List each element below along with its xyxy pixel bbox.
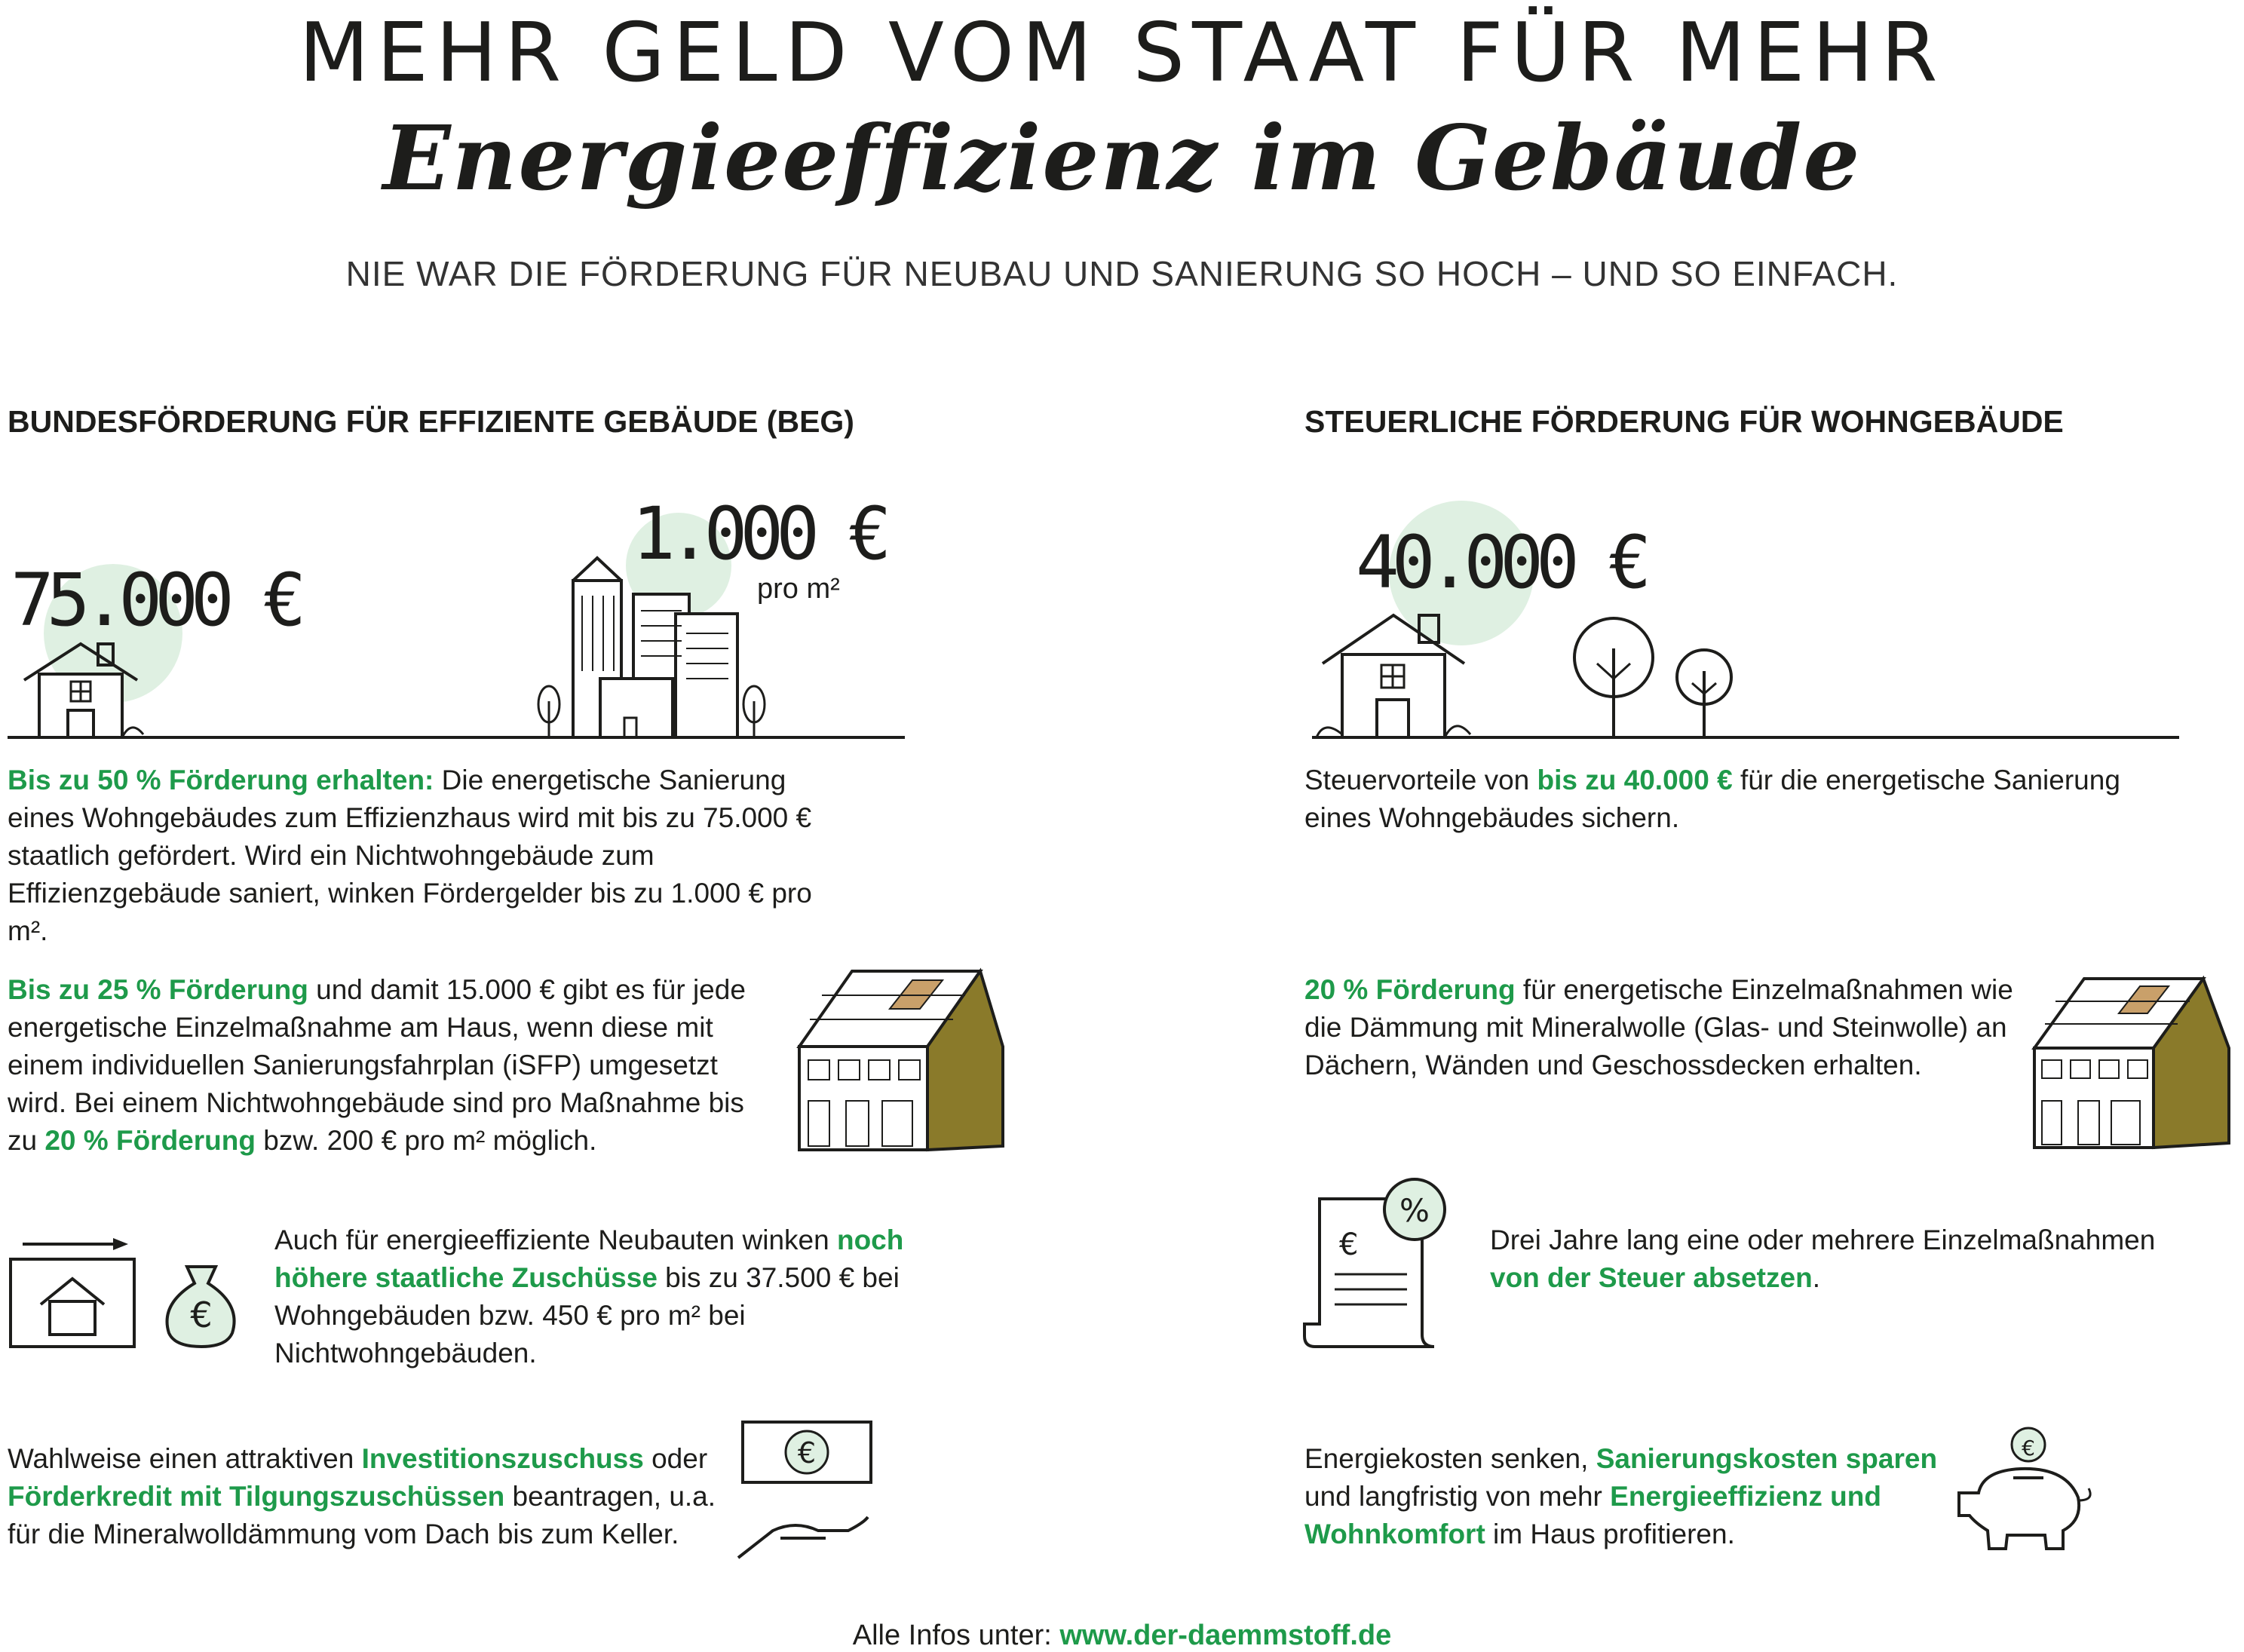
footer <box>0 1620 2244 1652</box>
house-icon <box>1312 611 1478 739</box>
right-heading: STEUERLICHE FÖRDERUNG FÜR WOHNGEBÄUDE <box>1304 404 2064 439</box>
amount-40000: 40.000 € <box>1356 520 1645 605</box>
footer-label: Alle Infos unter: <box>852 1620 1060 1651</box>
svg-text:€: € <box>797 1436 817 1470</box>
right-block-4: Energiekosten senken, Sanierungskosten sparen und langfristig von mehr Energieeffizienz und Wohnkomfort im Haus profitieren. <box>1304 1443 1938 1549</box>
left-heading: BUNDESFÖRDERUNG FÜR EFFIZIENTE GEBÄUDE (BEG) <box>8 404 854 439</box>
banknote-hand-icon <box>735 1418 886 1568</box>
right-block-3: Drei Jahre lang eine oder mehrere Einzelmaßnahmen von der Steuer absetzen. <box>1490 1224 2156 1293</box>
piggy-bank-icon <box>1953 1425 2104 1561</box>
right-block-1: Steuervorteile von bis zu 40.000 € für die energetische Sanierung eines Wohngebäudes sichern. <box>1304 765 2120 833</box>
tree-icon <box>1568 611 1780 739</box>
title-line-2: Energieeffizienz im Gebäude <box>382 106 1862 210</box>
house-icon <box>17 641 145 739</box>
left-block-2: Bis zu 25 % Förderung und damit 15.000 € gibt es für jede energetische Einzelmaßnahme am Haus, wenn diese mit einem individuellen Sanierungsfahrplan (iSFP) umgesetzt wird. Bei einem Nichtwohngebäude sind pro Maßnahme bis zu 20 % Förderung bzw. 200 € pro m² möglich. <box>8 974 746 1156</box>
amount-unit: pro m² <box>757 573 840 605</box>
blueprint-icon <box>8 1229 151 1350</box>
amount-75000: 75.000 € <box>11 558 299 642</box>
money-bag-icon <box>160 1244 243 1350</box>
subtitle: NIE WAR DIE FÖRDERUNG FÜR NEUBAU UND SANIERUNG SO HOCH – UND SO EINFACH. <box>345 254 1899 293</box>
svg-text:%: % <box>1399 1192 1430 1229</box>
amount-1000: 1.000 € <box>632 492 884 576</box>
svg-text:€: € <box>190 1295 213 1335</box>
left-block-1: Bis zu 50 % Förderung erhalten: Die energetische Sanierung eines Wohngebäudes zum Effizienzhaus wird mit bis zu 75.000 € staatlich gefördert. Wird ein Nichtwohngebäude zum Effizienzgebäude saniert, winken Fördergelder bis zu 1.000 € pro m². <box>8 765 812 946</box>
city-buildings-icon <box>535 550 784 739</box>
left-block-3: Auch für energieeffiziente Neubauten winken noch höhere staatliche Zuschüsse bis zu 37.500 € bei Wohngebäuden bzw. 450 € pro m² bei Nichtwohngebäuden. <box>274 1224 904 1368</box>
left-block-4: Wahlweise einen attraktiven Investitionszuschuss oder Förderkredit mit Tilgungszuschüssen beantragen, u.a. für die Mineralwolldämmung vom Dach bis zum Keller. <box>8 1443 716 1549</box>
tax-document-icon <box>1301 1176 1452 1357</box>
svg-text:€: € <box>1339 1228 1359 1262</box>
title-line-1: MEHR GELD VOM STAAT FÜR MEHR <box>299 6 1945 100</box>
row-houses-icon <box>2028 973 2239 1154</box>
row-houses-icon <box>792 965 1018 1154</box>
footer-link[interactable]: www.der-daemmstoff.de <box>1059 1620 1392 1651</box>
right-block-2: 20 % Förderung für energetische Einzelmaßnahmen wie die Dämmung mit Mineralwolle (Glas- und Steinwolle) an Dächern, Wänden und Geschossdecken erhalten. <box>1304 974 2013 1080</box>
svg-text:€: € <box>2022 1436 2035 1460</box>
